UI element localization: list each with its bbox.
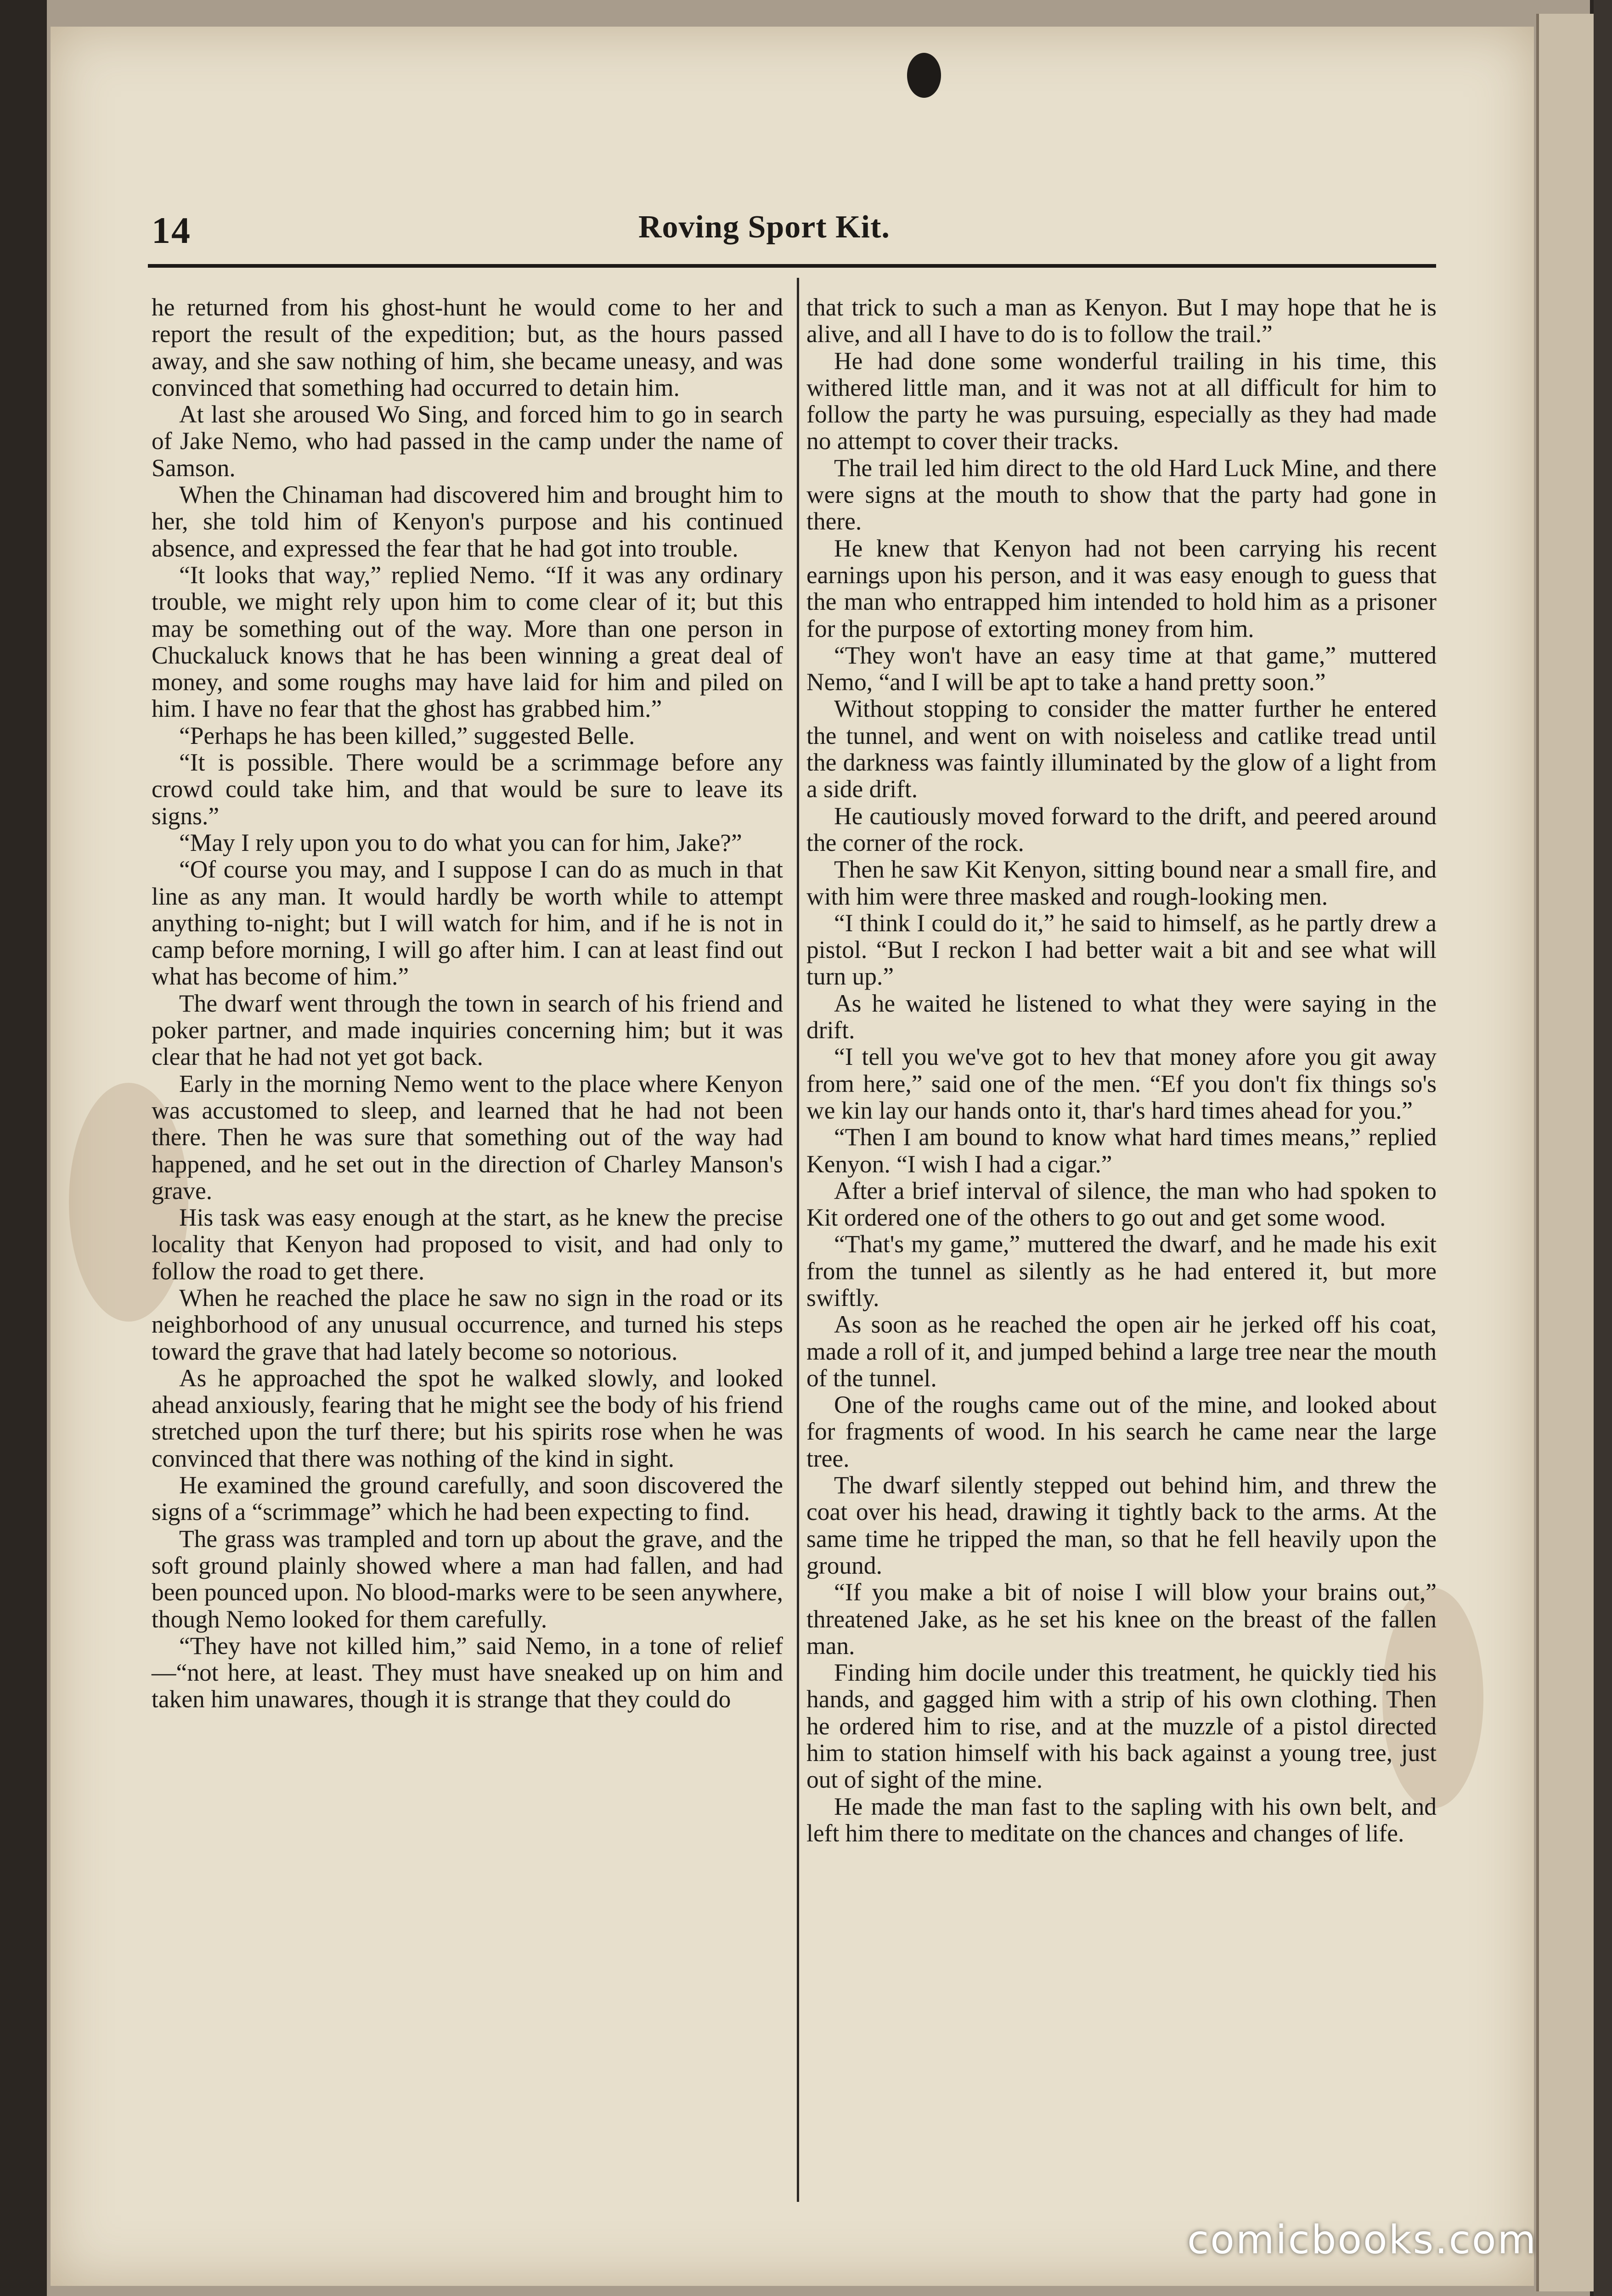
paragraph: “If you make a bit of noise I will blow your brains out,” threatened Jake, as he set his knee on the breast of the fallen man. — [806, 1578, 1437, 1660]
site-watermark: comicbooks.com — [1187, 2217, 1538, 2263]
binding-hole — [907, 53, 941, 98]
left-column — [152, 294, 783, 1713]
paragraph: “I think I could do it,” he said to himself, as he partly drew a pistol. “But I reckon I had better wait a bit and see what will turn up.” — [806, 909, 1437, 990]
paragraph: After a brief interval of silence, the man who had spoken to Kit ordered one of the others to go out and get some wood. — [806, 1176, 1437, 1232]
paragraph: The dwarf silently stepped out behind him, and threw the coat over his head, drawing it tightly back to the arms. At the same time he tripped the man, so that he fell heavily upon the ground. — [806, 1471, 1437, 1579]
paragraph: Without stopping to consider the matter further he entered the tunnel, and went on with noiseless and catlike tread until the darkness was faintly illuminated by the glow of a light from a side drift. — [806, 695, 1437, 803]
paragraph: “They have not killed him,” said Nemo, in a tone of relief—“not here, at least. They must have sneaked up on him and taken him unawares, though it is strange that they could do — [152, 1632, 783, 1713]
paragraph: “Then I am bound to know what hard times means,” replied Kenyon. “I wish I had a cigar.” — [806, 1123, 1437, 1178]
paragraph: As he approached the spot he walked slowly, and looked ahead anxiously, fearing that he might see the body of his friend stretched upon the turf there; but his spirits rose when he was convinced that there was nothing of the kind in sight. — [152, 1364, 783, 1472]
paragraph: he returned from his ghost-hunt he would come to her and report the result of the expedition; but, as the hours passed away, and she saw nothing of him, she became uneasy, and was convinced that something had occurred to detain him. — [152, 293, 783, 401]
paragraph: His task was easy enough at the start, as he knew the precise locality that Kenyon had proposed to visit, and had only to follow the road to get there. — [152, 1204, 783, 1285]
running-title: Roving Sport Kit. — [638, 209, 890, 245]
paragraph: Finding him docile under this treatment, he quickly tied his hands, and gagged him with a strip of his own clothing. Then he ordered him to rise, and at the muzzle of a pistol directed him to station himself with his back against a young tree, just out of sight of the mine. — [806, 1659, 1437, 1794]
paragraph: As he waited he listened to what they were saying in the drift. — [806, 989, 1437, 1044]
paragraph: “I tell you we've got to hev that money afore you git away from here,” said one of the men. “Ef you don't fix things so's we kin lay our hands onto it, thar's hard times ahead for you.” — [806, 1043, 1437, 1124]
paragraph: Then he saw Kit Kenyon, sitting bound near a small fire, and with him were three masked and rough-looking men. — [806, 855, 1437, 910]
paragraph: He knew that Kenyon had not been carrying his recent earnings upon his person, and it was easy enough to guess that the man who entrapped him intended to hold him as a prisoner for the purpose of extorting money from him. — [806, 534, 1437, 642]
paragraph: One of the roughs came out of the mine, and looked about for fragments of wood. In his search he came near the large tree. — [806, 1391, 1437, 1472]
paragraph: “They won't have an easy time at that game,” muttered Nemo, “and I will be apt to take a hand pretty soon.” — [806, 641, 1437, 696]
page-number: 14 — [152, 209, 191, 251]
paragraph: that trick to such a man as Kenyon. But I may hope that he is alive, and all I have to do is to follow the trail.” — [806, 293, 1437, 348]
paragraph: “May I rely upon you to do what you can for him, Jake?” — [179, 828, 742, 856]
column-divider — [797, 278, 799, 2202]
binding-edge — [1594, 0, 1612, 2296]
next-page-edge — [1536, 14, 1599, 2291]
paragraph: He made the man fast to the sapling with his own belt, and left him there to meditate on the chances and changes of life. — [806, 1792, 1437, 1847]
paragraph: He cautiously moved forward to the drift, and peered around the corner of the rock. — [806, 802, 1437, 856]
paragraph: “It is possible. There would be a scrimmage before any crowd could take him, and that would be sure to leave its signs.” — [152, 748, 783, 830]
paragraph: As soon as he reached the open air he jerked off his coat, made a roll of it, and jumped behind a large tree near the mouth of the tunnel. — [806, 1311, 1437, 1392]
paragraph: “Of course you may, and I suppose I can do as much in that line as any man. It would hardly be worth while to attempt anything to-night; but I will watch for him, and if he is not in camp before morning, I will go after him. I can at least find out what has become of him.” — [152, 855, 783, 990]
paragraph: He examined the ground carefully, and soon discovered the signs of a “scrimmage” which he had been expecting to find. — [152, 1471, 783, 1526]
right-column — [806, 294, 1437, 1846]
paragraph: The dwarf went through the town in search of his friend and poker partner, and made inquiries concerning him; but it was clear that he had not yet got back. — [152, 989, 783, 1071]
paragraph: The grass was trampled and torn up about the grave, and the soft ground plainly showed where a man had fallen, and had been pounced upon. No blood-marks were to be seen anywhere, though Nemo looked for them carefully. — [152, 1525, 783, 1633]
paragraph: At last she aroused Wo Sing, and forced him to go in search of Jake Nemo, who had passed in the camp under the name of Samson. — [152, 400, 783, 482]
paragraph: Early in the morning Nemo went to the place where Kenyon was accustomed to sleep, and learned that he had not been there. Then he was sure that something out of the way had happened, and he set out in the direction of Charley Manson's grave. — [152, 1069, 783, 1204]
paragraph: “Perhaps he has been killed,” suggested Belle. — [179, 721, 635, 749]
header-rule — [148, 264, 1436, 268]
paragraph: “That's my game,” muttered the dwarf, and he made his exit from the tunnel as silently as he had entered it, but more swiftly. — [806, 1230, 1437, 1311]
paragraph: When he reached the place he saw no sign in the road or its neighborhood of any unusual occurrence, and turned his steps toward the grave that had lately become so notorious. — [152, 1283, 783, 1365]
paragraph: The trail led him direct to the old Hard Luck Mine, and there were signs at the mouth to show that the party had gone in there. — [806, 454, 1437, 535]
paragraph: When the Chinaman had discovered him and brought him to her, she told him of Kenyon's purpose and his continued absence, and expressed the fear that he had got into trouble. — [152, 481, 783, 562]
paragraph: “It looks that way,” replied Nemo. “If it was any ordinary trouble, we might rely upon him to come clear of it; but this may be something out of the way. More than one person in Chuckaluck knows that he has been winning a great deal of money, and some roughs may have laid for him and piled on him. I have no fear that the ghost has grabbed him.” — [152, 561, 783, 723]
paragraph: He had done some wonderful trailing in his time, this withered little man, and it was not at all difficult for him to follow the party he was pursuing, especially as they had made no attempt to cover their tracks. — [806, 347, 1437, 455]
